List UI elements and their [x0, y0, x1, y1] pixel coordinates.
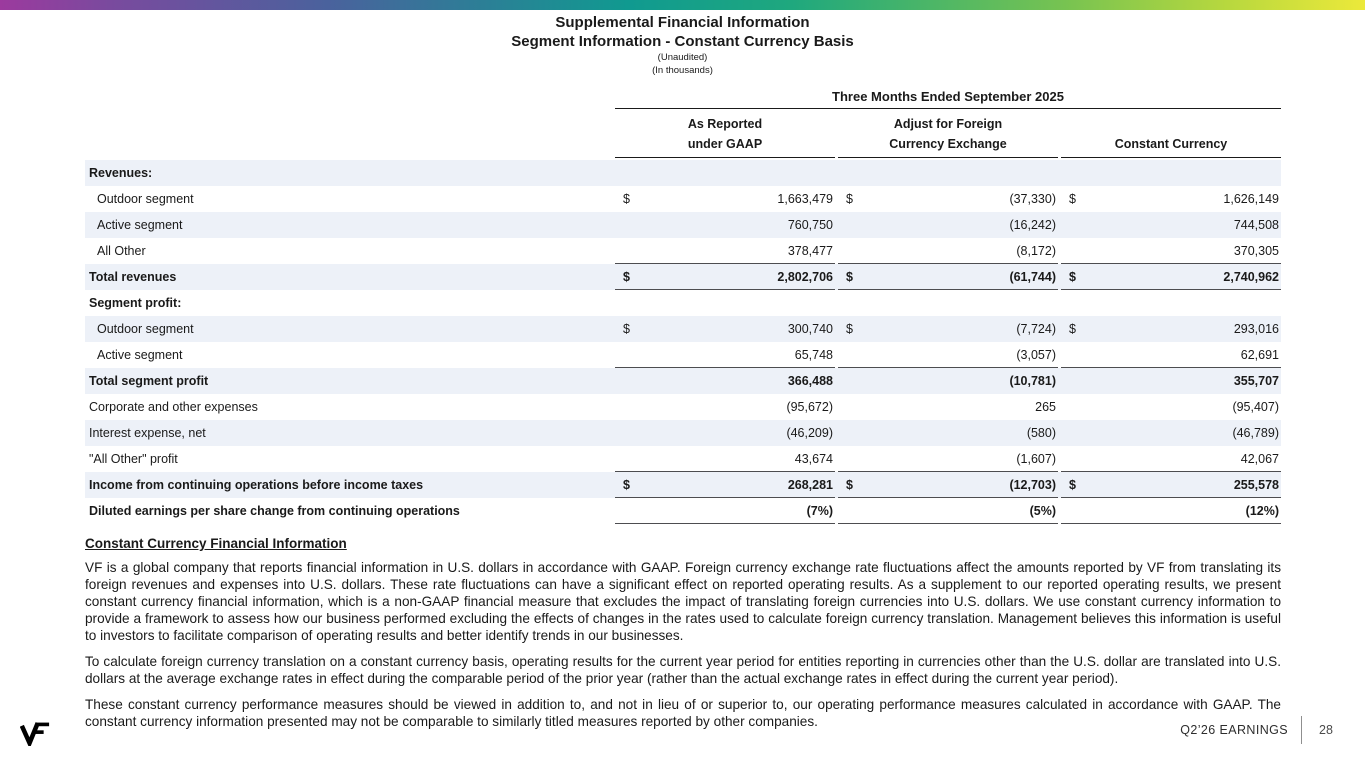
table-row [85, 264, 1281, 290]
dollar-sign: $ [846, 322, 853, 336]
value-cell [838, 316, 1058, 342]
column-header-fx-adjust [838, 114, 1058, 158]
cell-value: (7,724) [1016, 322, 1056, 336]
value-cell [615, 316, 835, 342]
cell-value: (12%) [1245, 503, 1279, 518]
table-row [85, 342, 1281, 368]
in-thousands-note: (In thousands) [652, 65, 713, 76]
notes-heading: Constant Currency Financial Information [85, 536, 347, 551]
cell-value: 268,281 [787, 477, 833, 492]
cell-value: (1,607) [1016, 451, 1056, 466]
row-label: Outdoor segment [97, 192, 194, 206]
value-cell [1061, 498, 1281, 524]
table-row [85, 212, 1281, 238]
cell-value: (10,781) [1009, 374, 1056, 388]
table-row [85, 160, 1281, 186]
footer-right [1180, 716, 1337, 744]
value-cell [615, 472, 835, 498]
table-row [85, 238, 1281, 264]
cell-value: (12,703) [1009, 477, 1056, 492]
value-cell [1061, 472, 1281, 498]
cell-value: 62,691 [1240, 347, 1279, 362]
row-label: Diluted earnings per share change from continuing operations [89, 504, 460, 518]
value-cell [1061, 368, 1281, 394]
value-cell [1061, 316, 1281, 342]
cell-value: 265 [1035, 400, 1056, 414]
row-label: Segment profit: [89, 296, 182, 310]
cell-value: 300,740 [787, 322, 833, 336]
dollar-sign: $ [846, 192, 853, 206]
column-header-line: under GAAP [687, 137, 763, 151]
cell-value: (37,330) [1009, 192, 1056, 206]
cell-value: (16,242) [1009, 218, 1056, 232]
row-label: Income from continuing operations before income taxes [89, 478, 424, 492]
cell-value: 2,740,962 [1223, 269, 1279, 284]
cell-value: (3,057) [1016, 347, 1056, 362]
row-label: Total segment profit [89, 374, 209, 388]
table-row [85, 498, 1281, 524]
value-cell [615, 264, 835, 290]
earnings-label: Q2’26 EARNINGS [1180, 723, 1288, 737]
cell-value: 378,477 [787, 243, 833, 258]
value-cell [615, 368, 835, 394]
dollar-sign: $ [1069, 269, 1076, 284]
dollar-sign: $ [623, 269, 630, 284]
value-cell [838, 342, 1058, 368]
cell-value: (7%) [806, 503, 833, 518]
cell-value: 760,750 [787, 218, 833, 232]
page-number: 28 [1319, 723, 1333, 737]
cell-value: 1,663,479 [777, 192, 833, 206]
cell-value: 355,707 [1233, 374, 1279, 388]
cell-value: (580) [1026, 426, 1056, 440]
value-cell [838, 264, 1058, 290]
value-cell [838, 446, 1058, 472]
slide-subtitle: Segment Information - Constant Currency Basis [511, 33, 854, 50]
column-header-line: Adjust for Foreign [893, 117, 1003, 131]
value-cell [838, 394, 1058, 420]
value-cell [615, 342, 835, 368]
cell-value: (46,789) [1232, 426, 1279, 440]
dollar-sign: $ [623, 477, 630, 492]
slide-title: Supplemental Financial Information [555, 14, 810, 31]
brand-gradient-bar [0, 0, 1365, 10]
dollar-sign: $ [1069, 477, 1076, 492]
dollar-sign: $ [846, 477, 853, 492]
dollar-sign: $ [623, 192, 630, 206]
value-cell [1061, 264, 1281, 290]
value-cell [838, 472, 1058, 498]
value-cell [615, 420, 835, 446]
cell-value: 65,748 [794, 347, 833, 362]
value-cell [838, 420, 1058, 446]
segment-financial-table [85, 89, 1281, 524]
value-cell [1061, 212, 1281, 238]
value-cell [838, 238, 1058, 264]
row-label: Total revenues [89, 270, 177, 284]
cell-value: (95,407) [1232, 400, 1279, 414]
value-cell [615, 498, 835, 524]
table-row [85, 368, 1281, 394]
cell-value: 2,802,706 [777, 269, 833, 284]
column-header-line: Currency Exchange [889, 137, 1007, 151]
notes-paragraph-3: These constant currency performance measures should be viewed in addition to, and not in lieu of or superior to, our operating performance measures calculated in accordance with GAAP. The constant currency information presented may not be comparable to similarly titled measures reported by other companies. [85, 697, 1281, 729]
cell-value: (5%) [1029, 503, 1056, 518]
row-label: "All Other" profit [89, 452, 178, 466]
value-cell [615, 238, 835, 264]
unaudited-note: (Unaudited) [657, 52, 708, 63]
dollar-sign: $ [1069, 192, 1076, 206]
row-label: Active segment [97, 218, 183, 232]
column-headers [615, 114, 1281, 158]
cell-value: (61,744) [1009, 269, 1056, 284]
table-row [85, 420, 1281, 446]
column-header-line: As Reported [687, 117, 763, 131]
value-cell [838, 498, 1058, 524]
table-row [85, 446, 1281, 472]
table-row [85, 290, 1281, 316]
table-row [85, 316, 1281, 342]
dollar-sign: $ [623, 322, 630, 336]
cell-value: 744,508 [1233, 218, 1279, 232]
row-label: Outdoor segment [97, 322, 194, 336]
row-label: Active segment [97, 348, 183, 362]
value-cell [1061, 342, 1281, 368]
cell-value: 43,674 [794, 451, 833, 466]
period-header: Three Months Ended September 2025 [615, 89, 1281, 109]
notes-paragraph-1: VF is a global company that reports financial information in U.S. dollars in accordance with GAAP. Foreign currency exchange rate fluctuations affect the amounts reported by VF from translating its foreign revenues and expenses into U.S. dollars. These rate fluctuations can have a significant effect on reported operating results. As a supplement to our reported operating results, we present constant currency financial information, which is a non-GAAP financial measure that excludes the impact of translating foreign currencies into U.S. dollars. We use constant currency information to provide a framework to assess how our business performed excluding the effects of changes in the rates used to calculate foreign currency translation. Management believes this information is useful to investors to facilitate comparison of operating results and better identify trends in our businesses. [85, 560, 1281, 643]
column-header-line: Constant Currency [1114, 137, 1228, 151]
vf-logo [20, 721, 50, 751]
value-cell [1061, 238, 1281, 264]
table-row [85, 186, 1281, 212]
cell-value: 293,016 [1233, 322, 1279, 336]
column-header-line [1061, 114, 1281, 134]
table-row [85, 394, 1281, 420]
value-cell [838, 368, 1058, 394]
row-label: Revenues: [89, 166, 153, 180]
title-block [0, 10, 1365, 77]
value-cell [838, 212, 1058, 238]
cell-value: (8,172) [1016, 243, 1056, 258]
value-cell [1061, 186, 1281, 212]
value-cell [615, 394, 835, 420]
dollar-sign: $ [846, 269, 853, 284]
table-rows [85, 160, 1281, 524]
constant-currency-notes [85, 536, 1281, 730]
value-cell [1061, 394, 1281, 420]
table-row [85, 472, 1281, 498]
column-header-constant-currency [1061, 114, 1281, 158]
value-cell [1061, 420, 1281, 446]
row-label: Corporate and other expenses [89, 400, 258, 414]
value-cell [838, 186, 1058, 212]
cell-value: 42,067 [1240, 451, 1279, 466]
cell-value: (46,209) [786, 426, 833, 440]
cell-value: 370,305 [1233, 243, 1279, 258]
notes-paragraph-2: To calculate foreign currency translation on a constant currency basis, operating results for the current year period for entities reporting in currencies other than the U.S. dollar are translated into U.S. dollars at the average exchange rates in effect during the comparable period of the prior year (rather than the actual exchange rates in effect during the current year period). [85, 654, 1281, 686]
column-header-as-reported [615, 114, 835, 158]
footer-divider [1301, 716, 1302, 744]
row-label: Interest expense, net [89, 426, 206, 440]
dollar-sign: $ [1069, 322, 1076, 336]
value-cell [1061, 446, 1281, 472]
cell-value: 366,488 [787, 374, 833, 388]
row-label: All Other [97, 244, 146, 258]
value-cell [615, 186, 835, 212]
cell-value: (95,672) [786, 400, 833, 414]
value-cell [615, 446, 835, 472]
cell-value: 1,626,149 [1223, 192, 1279, 206]
cell-value: 255,578 [1233, 477, 1279, 492]
value-cell [615, 212, 835, 238]
